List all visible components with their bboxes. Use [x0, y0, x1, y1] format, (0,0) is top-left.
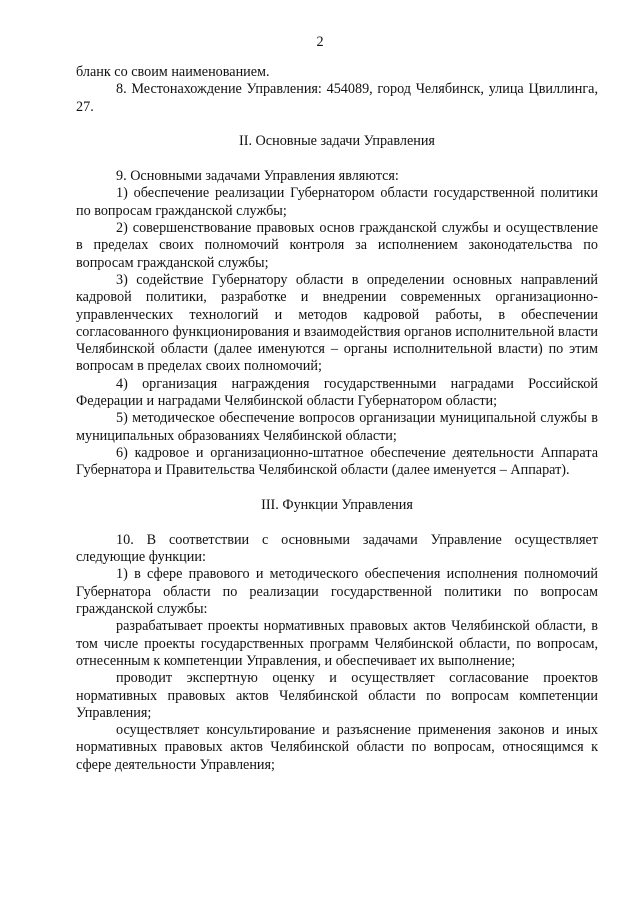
paragraph: 1) обеспечение реализации Губернатором области государственной политики по вопросам гражданской службы; — [76, 185, 598, 219]
section-heading: II. Основные задачи Управления — [239, 133, 435, 150]
paragraph: 10. В соответствии с основными задачами Управление осуществляет следующие функции: — [76, 531, 598, 566]
paragraph: 4) организация награждения государственными наградами Российской Федерации и наградами Челябинской области Губернатором области; — [76, 375, 598, 410]
page-number: 2 — [316, 34, 324, 50]
paragraph: 1) в сфере правового и методического обеспечения исполнения полномочий Губернатора области по реализации государственной политики по вопросам гражданской службы: — [76, 566, 598, 618]
paragraph: 6) кадровое и организационно-штатное обеспечение деятельности Аппарата Губернатора и Правительства Челябинской области (далее именуется – Аппарат). — [76, 444, 598, 479]
paragraph: 2) совершенствование правовых основ гражданской службы и осуществление в пределах своих полномочий контроля за исполнением законодательства по вопросам гражданской службы; — [76, 220, 598, 271]
paragraph: 3) содействие Губернатору области в определении основных направлений кадровой политики, разработке и внедрении современных организационно-управленческих технологий и методов кадровой работы, в обеспечении согласованного функционирования и взаимодействия органов исполнительной власти Челябинской области (далее именуются – органы исполнительной власти) по этим вопросам в пределах своих полномочий; — [76, 271, 598, 375]
paragraph: проводит экспертную оценку и осуществляет согласование проектов нормативных правовых актов Челябинской области по вопросам компетенции Управления; — [76, 670, 598, 721]
document-body — [76, 64, 598, 774]
blank-line — [76, 151, 598, 169]
paragraph: 5) методическое обеспечение вопросов организации муниципальной службы в муниципальных образованиях Челябинской области; — [76, 410, 598, 444]
paragraph: разрабатывает проекты нормативных правовых актов Челябинской области, в том числе проекты государственных программ Челябинской области, по вопросам, отнесенным к компетенции Управления, и обеспечивает их выполнение; — [76, 618, 598, 669]
paragraph: 9. Основными задачами Управления являются: — [116, 168, 399, 185]
blank-line — [76, 480, 598, 498]
section-heading: III. Функции Управления — [261, 497, 413, 514]
paragraph: бланк со своим наименованием. — [76, 64, 270, 80]
paragraph: осуществляет консультирование и разъяснение применения законов и иных нормативных правовых актов Челябинской области по вопросам, относящимся к сфере деятельности Управления; — [76, 722, 598, 773]
blank-line — [76, 514, 598, 532]
blank-line — [76, 116, 598, 134]
paragraph: 8. Местонахождение Управления: 454089, город Челябинск, улица Цвиллинга, 27. — [76, 81, 598, 115]
